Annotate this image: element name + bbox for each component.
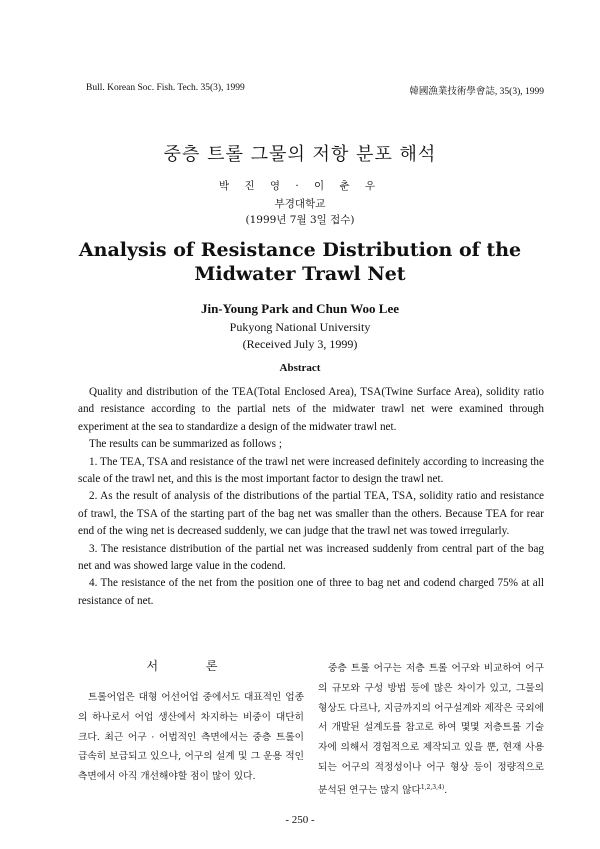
korean-received-date: (1999년 7월 3일 접수) [245, 214, 355, 226]
english-title-line-1: Analysis of Resistance Distribution of the [78, 239, 522, 261]
introduction-left-column [78, 688, 304, 787]
introduction-heading: 서 론 [146, 659, 240, 673]
sentence-end: . [444, 785, 448, 797]
introduction-right-column [318, 659, 544, 801]
abstract-paragraph: The results can be summarized as follows ; [89, 438, 282, 451]
body-paragraph [318, 659, 544, 801]
abstract-heading: Abstract [279, 362, 321, 374]
korean-affiliation: 부경대학교 [274, 198, 326, 210]
english-title [0, 238, 600, 286]
page-number: - 250 - [285, 814, 315, 826]
korean-title: 중층 트롤 그물의 저항 분포 해석 [163, 144, 437, 165]
abstract-paragraph: 2. As the result of analysis of the distributions of the partial TEA, TSA, solidity ratio and resistance of trawl, the TSA of the starting part of the bag net was smaller than the others. Because TEA for rear end of the wing net is decreased suddenly, we can judge that the trawl net was towed irregularly. [78, 490, 544, 538]
body-paragraph: 트롤어업은 대형 어선어업 중에서도 대표적인 업종의 하나로서 어업 생산에서 차지하는 비중이 대단히 크다. 최근 어구 · 어법적인 측면에서는 중층 트롤이 급속히 보급되고 있으나, 어구의 설계 및 그 운용 적인 측면에서 아직 개선해야할 점이 많이 있다. [78, 692, 304, 783]
english-received-date: (Received July 3, 1999) [242, 337, 358, 351]
korean-authors: 박 진 영 · 이 춘 우 [218, 180, 382, 192]
abstract-paragraph: Quality and distribution of the TEA(Total Enclosed Area), TSA(Twine Surface Area), solidity ratio and resistance according to the partial nets of the midwater trawl net were examined through experiment at the sea to standardize a design of the midwater trawl net. [78, 386, 544, 433]
citation-superscript: 1,2,3,4) [420, 783, 445, 791]
abstract-paragraph: 4. The resistance of the net from the position one of three to bag net and codend charged 75% at all resistance of net. [78, 577, 544, 607]
abstract-body [78, 384, 544, 610]
english-affiliation: Pukyong National University [229, 320, 371, 334]
abstract-paragraph: 3. The resistance distribution of the partial net was increased suddenly from central part of the bag net and was showed large value in the codend. [78, 542, 544, 573]
running-header-right: 韓國漁業技術學會誌, 35(3), 1999 [409, 87, 544, 97]
abstract-paragraph: 1. The TEA, TSA and resistance of the trawl net were increased definitely according to increasing the scale of the trawl net, and this is the most important factor to design the trawl net. [78, 455, 544, 486]
english-authors: Jin-Young Park and Chun Woo Lee [200, 301, 400, 316]
body-text: 중층 트롤 어구는 저층 트롤 어구와 비교하여 어구의 규모와 구성 방법 등에 많은 차이가 있고, 그물의 형상도 다르나, 지금까지의 어구설계와 제작은 국외에서 개발된 설계도를 참고로 하여 몇몇 저층트롤 기술자에 의해서 경험적으로 제작되고 있을 뿐, 현재 사용되는 어구의 적정성이나 어구 형상 등이 정량적으로 분석된 연구는 많지 않다 [318, 663, 544, 797]
english-title-line-2: Midwater Trawl Net [194, 263, 406, 285]
running-header-left: Bull. Korean Soc. Fish. Tech. 35(3), 1999 [86, 83, 245, 93]
